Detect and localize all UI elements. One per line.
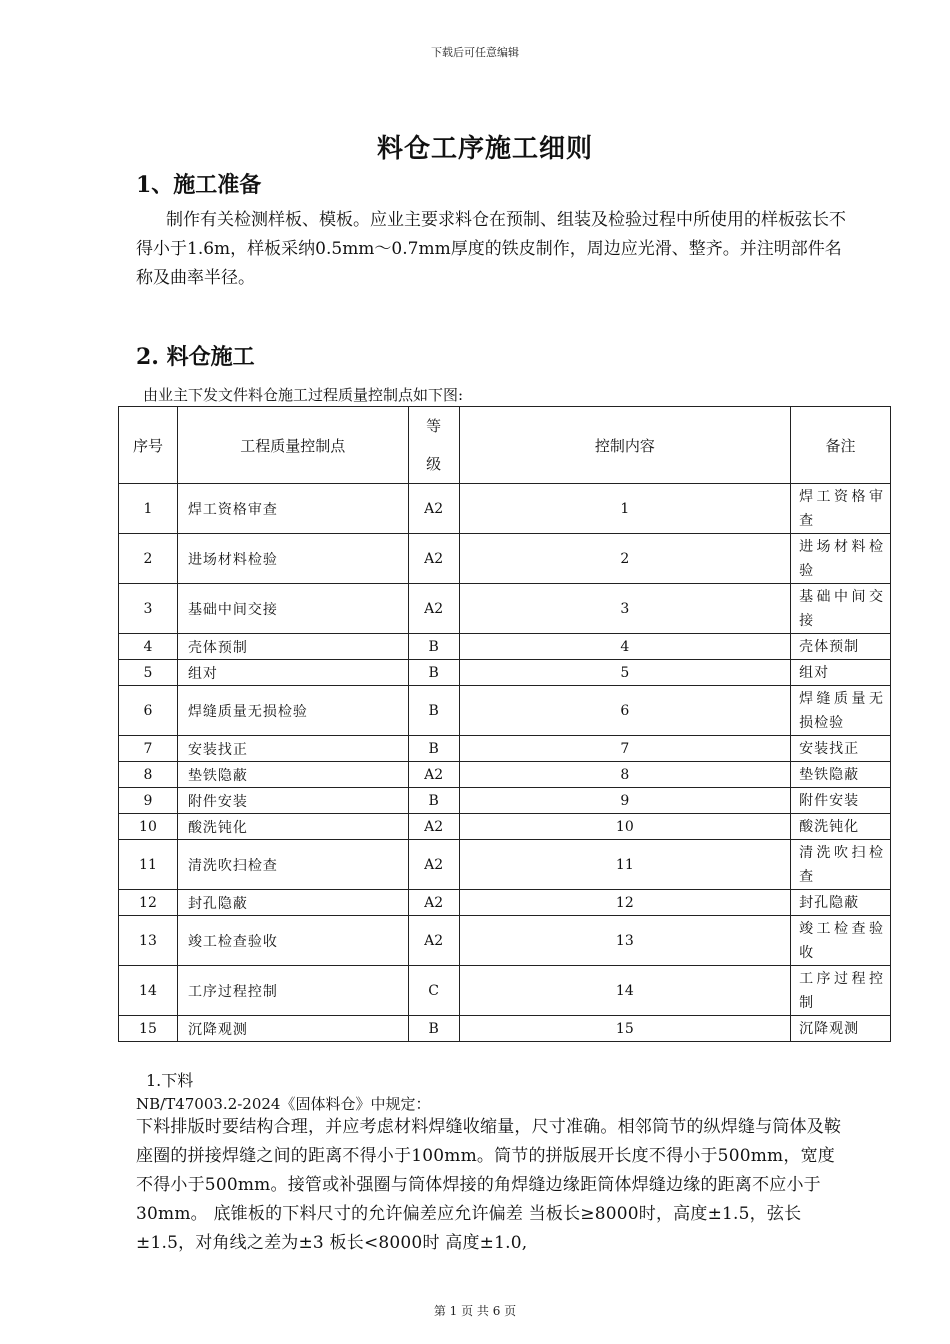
cell-seq: 7 [119, 736, 178, 762]
cell-seq: 5 [119, 660, 178, 686]
cell-control-point: 垫铁隐蔽 [177, 762, 408, 788]
cell-control-point: 附件安装 [177, 788, 408, 814]
cell-control-content: 1 [459, 484, 791, 534]
cell-level: B [408, 686, 459, 736]
cell-note: 焊缝质量无损检验 [791, 686, 891, 736]
cell-control-point: 焊缝质量无损检验 [177, 686, 408, 736]
cell-level: A2 [408, 534, 459, 584]
page-footer: 第 1 页 共 6 页 [433, 1304, 517, 1318]
cell-note: 组对 [791, 660, 891, 686]
cell-control-content: 13 [459, 916, 791, 966]
cell-control-content: 15 [459, 1016, 791, 1042]
cell-seq: 9 [119, 788, 178, 814]
preparation-paragraph: 制作有关检测样板、模板。应业主要求料仓在预制、组装及检验过程中所使用的样板弦长不得小于1.6m，样板采纳0.5mm～0.7mm厚度的铁皮制作，周边应光滑、整齐。并注明部件名称及曲率半径。 [136, 210, 846, 288]
table-row [119, 840, 891, 890]
cutting-paragraph: 下料排版时要结构合理，并应考虑材料焊缝收缩量，尺寸准确。相邻筒节的纵焊缝与筒体及鞍座圈的拼接焊缝之间的距离不得小于100mm。筒节的拼版展开长度不得小于500mm，宽度不得小于500mm。接管或补强圈与筒体焊接的角焊缝边缘距筒体焊缝边缘的距离不应小于30mm。 底锥板的下料尺寸的允许偏差应允许偏差 当板长≥8000时，高度±1.5，弦长±1.5，对角线之差为±3 板长<8000时 高度±1.0, [136, 1117, 842, 1253]
cell-control-content: 6 [459, 686, 791, 736]
cell-control-content: 10 [459, 814, 791, 840]
cell-level: A2 [408, 840, 459, 890]
cell-seq: 6 [119, 686, 178, 736]
cell-control-content: 7 [459, 736, 791, 762]
quality-control-table [118, 406, 891, 1042]
cell-control-point: 组对 [177, 660, 408, 686]
cell-control-point: 沉降观测 [177, 1016, 408, 1042]
table-row [119, 788, 891, 814]
header-note: 备注 [791, 407, 891, 484]
cell-control-point: 基础中间交接 [177, 584, 408, 634]
cell-control-content: 11 [459, 840, 791, 890]
header-level-line2: 级 [426, 455, 442, 473]
cell-seq: 13 [119, 916, 178, 966]
table-row [119, 634, 891, 660]
table-row [119, 916, 891, 966]
cell-control-content: 2 [459, 534, 791, 584]
cell-note: 封孔隐蔽 [791, 890, 891, 916]
cell-control-point: 工序过程控制 [177, 966, 408, 1016]
table-row [119, 814, 891, 840]
table-row [119, 686, 891, 736]
cell-level: B [408, 660, 459, 686]
header-control-point: 工程质量控制点 [177, 407, 408, 484]
cell-control-content: 12 [459, 890, 791, 916]
cell-seq: 14 [119, 966, 178, 1016]
header-level [408, 407, 459, 484]
cell-control-content: 5 [459, 660, 791, 686]
cell-level: B [408, 736, 459, 762]
table-row [119, 660, 891, 686]
cell-level: B [408, 634, 459, 660]
table-row [119, 1016, 891, 1042]
table-intro-text: 由业主下发文件料仓施工过程质量控制点如下图: [143, 386, 464, 404]
cell-level: A2 [408, 584, 459, 634]
cell-control-point: 进场材料检验 [177, 534, 408, 584]
cell-control-point: 安装找正 [177, 736, 408, 762]
cell-control-content: 8 [459, 762, 791, 788]
cell-level: A2 [408, 484, 459, 534]
cell-note: 安装找正 [791, 736, 891, 762]
cell-level: A2 [408, 916, 459, 966]
cell-control-point: 酸洗钝化 [177, 814, 408, 840]
table-header-row [119, 407, 891, 484]
table-row [119, 762, 891, 788]
cell-level: A2 [408, 814, 459, 840]
cell-note: 工序过程控制 [791, 966, 891, 1016]
table-row [119, 484, 891, 534]
subsection-heading-cutting: 1.下料 [146, 1071, 194, 1090]
cell-seq: 3 [119, 584, 178, 634]
standard-reference: NB/T47003.2-2024《固体料仓》中规定： [136, 1095, 431, 1113]
cell-seq: 2 [119, 534, 178, 584]
cell-seq: 8 [119, 762, 178, 788]
cell-note: 清洗吹扫检查 [791, 840, 891, 890]
cell-control-content: 14 [459, 966, 791, 1016]
cell-level: B [408, 1016, 459, 1042]
table-row [119, 736, 891, 762]
cell-seq: 10 [119, 814, 178, 840]
cell-level: A2 [408, 762, 459, 788]
table-row [119, 584, 891, 634]
cell-control-point: 清洗吹扫检查 [177, 840, 408, 890]
cell-note: 壳体预制 [791, 634, 891, 660]
cell-note: 进场材料检验 [791, 534, 891, 584]
cell-seq: 11 [119, 840, 178, 890]
cell-control-point: 封孔隐蔽 [177, 890, 408, 916]
cell-control-content: 9 [459, 788, 791, 814]
cell-level: B [408, 788, 459, 814]
cell-level: C [408, 966, 459, 1016]
cell-note: 垫铁隐蔽 [791, 762, 891, 788]
section-heading-construction: 2. 料仓施工 [136, 344, 255, 370]
table-row [119, 966, 891, 1016]
header-seq: 序号 [119, 407, 178, 484]
cell-seq: 15 [119, 1016, 178, 1042]
page-header: 下载后可任意编辑 [431, 46, 519, 59]
header-control-content: 控制内容 [459, 407, 791, 484]
document-title: 料仓工序施工细则 [376, 134, 593, 164]
cell-control-content: 4 [459, 634, 791, 660]
cell-control-point: 壳体预制 [177, 634, 408, 660]
section-heading-preparation: 1、施工准备 [136, 172, 262, 198]
cell-note: 附件安装 [791, 788, 891, 814]
header-level-line1: 等 [426, 417, 442, 435]
cell-control-point: 焊工资格审查 [177, 484, 408, 534]
cell-seq: 1 [119, 484, 178, 534]
cell-seq: 12 [119, 890, 178, 916]
cell-note: 焊工资格审查 [791, 484, 891, 534]
table-row [119, 890, 891, 916]
cell-note: 沉降观测 [791, 1016, 891, 1042]
cell-control-content: 3 [459, 584, 791, 634]
table-row [119, 534, 891, 584]
cell-note: 基础中间交接 [791, 584, 891, 634]
cell-seq: 4 [119, 634, 178, 660]
cell-control-point: 竣工检查验收 [177, 916, 408, 966]
cell-level: A2 [408, 890, 459, 916]
cell-note: 竣工检查验收 [791, 916, 891, 966]
cell-note: 酸洗钝化 [791, 814, 891, 840]
